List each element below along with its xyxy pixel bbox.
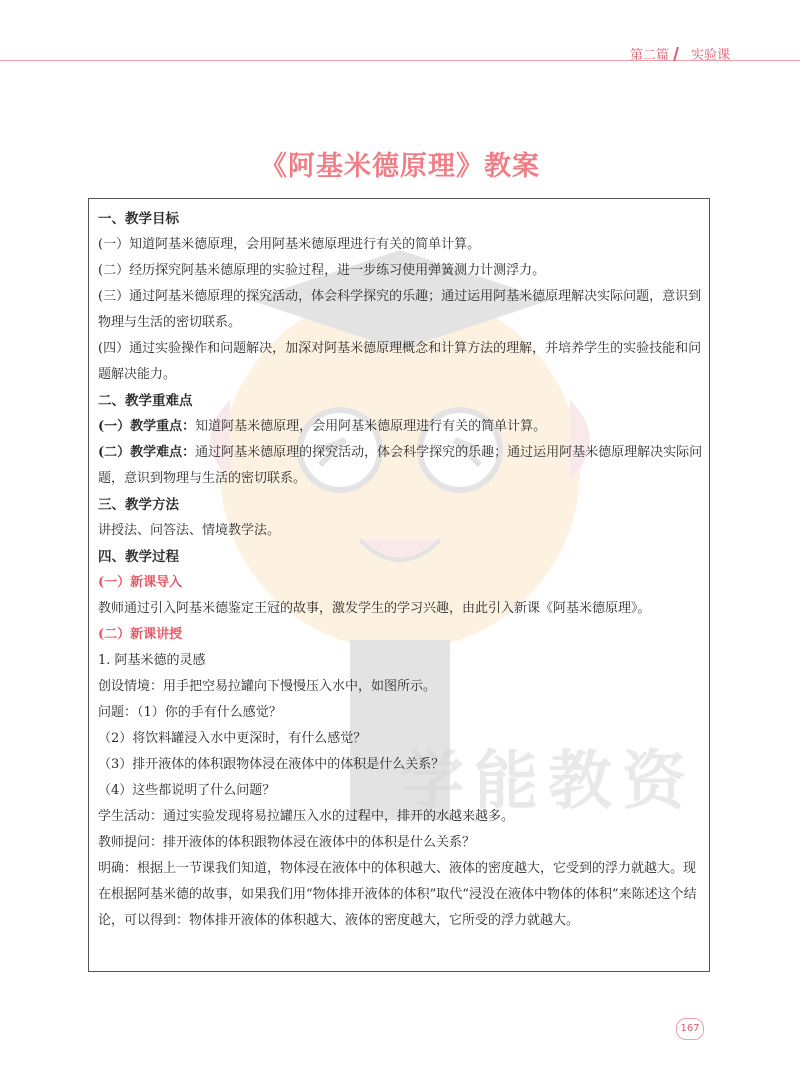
lesson-content: [98, 206, 704, 934]
question-3: （3）排开液体的体积跟物体浸在液体中的体积是什么关系？: [98, 757, 445, 772]
header-part: 第二篇: [629, 48, 669, 63]
page-number: 167: [676, 1018, 704, 1040]
header-section: 实验课: [690, 48, 730, 63]
teacher-question: 教师提问：排开液体的体积跟物体浸在液体中的体积是什么关系？: [98, 835, 476, 850]
objective-4: (四）通过实验操作和问题解决，加深对阿基米德原理概念和计算方法的理解，并培养学生的实验技能和问题解决能力。: [98, 341, 702, 382]
key-point: [98, 414, 704, 440]
point-1: 1. 阿基米德的灵感: [98, 653, 206, 668]
question-4: （4）这些都说明了什么问题？: [98, 783, 276, 798]
student-activity: 学生活动：通过实验发现将易拉罐压入水的过程中，排开的水越来越多。: [98, 809, 515, 824]
intro-text: 教师通过引入阿基米德鉴定王冠的故事，激发学生的学习兴趣，由此引入新课《阿基米德原理》。: [98, 601, 651, 616]
hard-point: [98, 440, 704, 492]
objective-2: (二）经历探究阿基米德原理的实验过程，进一步练习使用弹簧测力计测浮力。: [98, 263, 546, 278]
scenario-text: 创设情境：用手把空易拉罐向下慢慢压入水中，如图所示。: [98, 679, 437, 694]
page-header: [0, 0, 800, 64]
hard-point-label: (二）教学难点：: [98, 445, 196, 460]
header-label: [630, 44, 730, 63]
section-heading-methods: 三、教学方法: [98, 497, 179, 513]
subheading-intro: (一）新课导入: [98, 575, 183, 590]
objective-1: (一）知道阿基米德原理，会用阿基米德原理进行有关的简单计算。: [98, 237, 481, 252]
section-heading-process: 四、教学过程: [98, 549, 179, 565]
clarification: 明确：根据上一节课我们知道，物体浸在液体中的体积越大、液体的密度越大，它受到的浮力就越大。现在根据阿基米德的故事，如果我们用“物体排开液体的体积”取代“浸没在液体中物体的体积”来陈述这个结论，可以得到：物体排开液体的体积越大、液体的密度越大，它所受的浮力就越大。: [98, 861, 697, 928]
page-title: 《阿基米德原理》教案: [260, 151, 540, 182]
question-2: （2）将饮料罐浸入水中更深时，有什么感觉？: [98, 731, 367, 746]
methods-text: 讲授法、问答法、情境教学法。: [98, 523, 281, 538]
section-heading-key-points: 二、教学重难点: [98, 393, 193, 409]
section-heading-objectives: 一、教学目标: [98, 211, 179, 227]
key-point-text: 知道阿基米德原理，会用阿基米德原理进行有关的简单计算。: [195, 419, 547, 434]
header-divider-icon: [673, 47, 687, 61]
watermark-text: 学能教资: [400, 745, 696, 819]
hard-point-text: 通过阿基米德原理的探究活动，体会科学探究的乐趣；通过运用阿基米德原理解决实际问题，意识到物理与生活的密切联系。: [98, 445, 703, 486]
objective-3: (三）通过阿基米德原理的探究活动，体会科学探究的乐趣；通过运用阿基米德原理解决实际问题，意识到物理与生活的密切联系。: [98, 289, 702, 330]
subheading-new-lesson: (二）新课讲授: [98, 627, 183, 642]
key-point-label: (一）教学重点：: [98, 419, 196, 434]
question-1: 问题：（1）你的手有什么感觉？: [98, 705, 282, 720]
